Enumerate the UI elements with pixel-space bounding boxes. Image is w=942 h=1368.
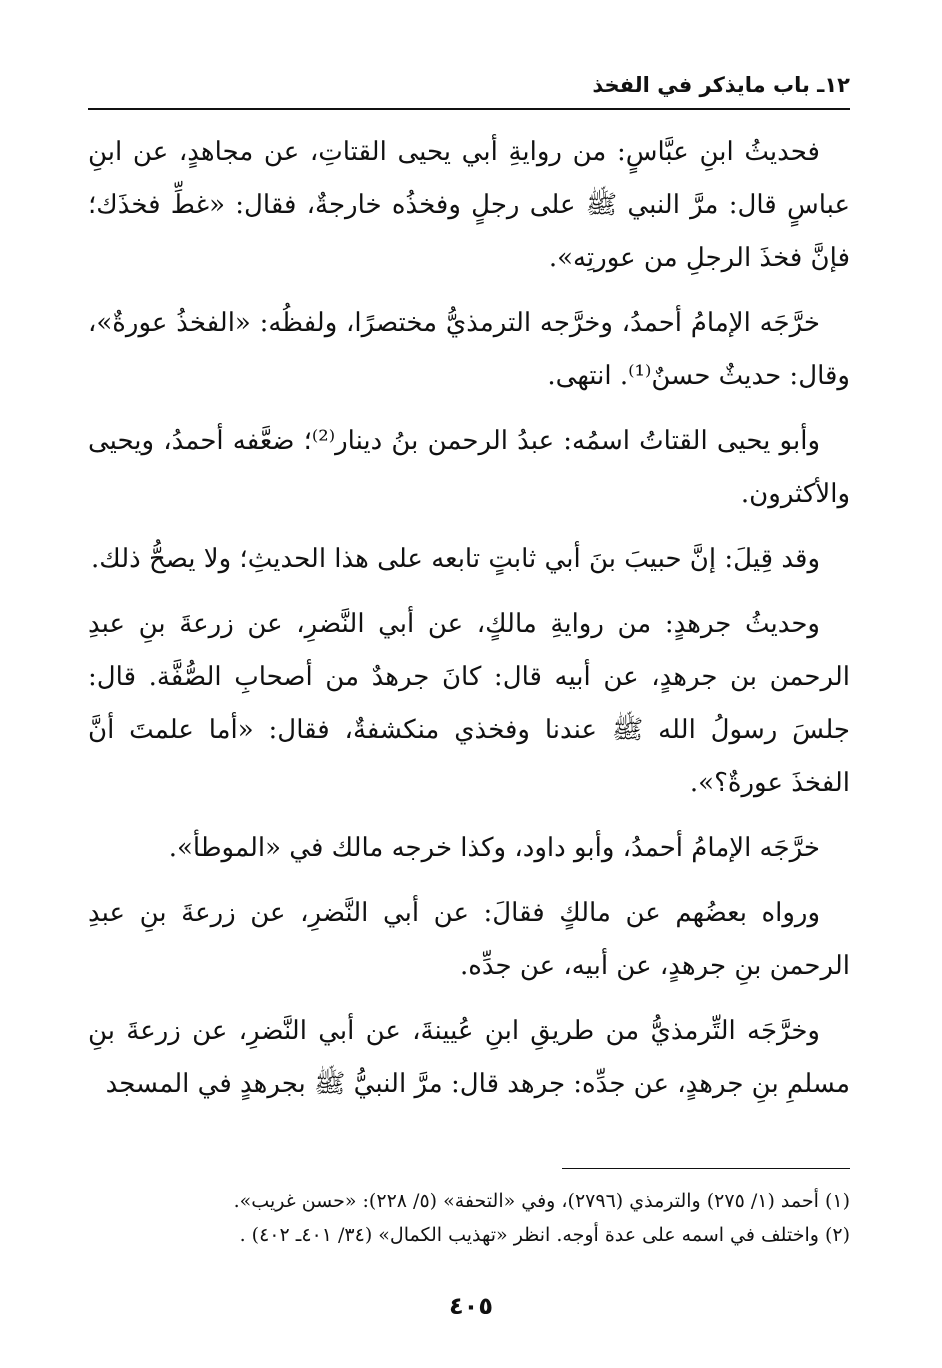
- paragraph: خرَّجَه الإمامُ أحمدُ، وأبو داود، وكذا خرجه مالك في «الموطأ».: [168, 833, 820, 863]
- footnote: (١) أحمد (١/ ٢٧٥) والترمذي (٢٧٩٦)، وفي «التحفة» (٥/ ٢٢٨): «حسن غريب».: [233, 1190, 850, 1212]
- paragraph: خرَّجَه الإمامُ أحمدُ، وخرَّجه الترمذيُّ مختصرًا، ولفظُه: «الفخذُ عورةٌ»، وقال: حديثٌ حسنٌ⁽¹⁾. انتهى.: [88, 308, 850, 391]
- footnote: (٢) واختلف في اسمه على عدة أوجه. انظر «تهذيب الكمال» (٣٤/ ٤٠١ـ ٤٠٢) .: [239, 1224, 850, 1246]
- main-text: [88, 126, 850, 1123]
- chapter-title: ١٢ـ باب مايذكر في الفخذ: [592, 73, 850, 97]
- footnote-rule: [562, 1168, 850, 1169]
- paragraph: ورواه بعضُهم عن مالكٍ فقالَ: عن أبي النَّضرِ، عن زرعةَ بنِ عبدِ الرحمن بنِ جرهدٍ، عن أبيه، عن جدِّه.: [88, 898, 850, 981]
- paragraph: وأبو يحيى القتاتُ اسمُه: عبدُ الرحمن بنُ دينار⁽²⁾؛ ضعَّفه أحمدُ، ويحيى والأكثرون.: [88, 426, 850, 509]
- paragraph: وقد قِيلَ: إنَّ حبيبَ بنَ أبي ثابتٍ تابعه على هذا الحديثِ؛ ولا يصحُّ ذلك.: [91, 544, 820, 574]
- page-number: ٤٠٥: [449, 1292, 493, 1320]
- footnotes: [88, 1184, 850, 1252]
- paragraph: فحديثُ ابنِ عبَّاسٍ: من روايةِ أبي يحيى القتاتِ، عن مجاهدٍ، عن ابنِ عباسٍ قال: مرَّ النبي ﷺ على رجلٍ وفخذُه خارجةٌ، فقال: «غطِّ فخذَك؛ فإنَّ فخذَ الرجلِ من عورتِه».: [88, 137, 850, 273]
- paragraph: وحديثُ جرهدٍ: من روايةِ مالكٍ، عن أبي النَّضرِ، عن زرعةَ بنِ عبدِ الرحمن بن جرهدٍ، عن أبيه قال: كانَ جرهدٌ من أصحابِ الصُّفَّة. قال: جلسَ رسولُ الله ﷺ عندنا وفخذي منكشفةٌ، فقال: «أما علمتَ أنَّ الفخذَ عورةٌ؟».: [88, 609, 850, 798]
- header-rule: [88, 108, 850, 110]
- paragraph: وخرَّجَه التِّرمذيُّ من طريقِ ابنِ عُيينةَ، عن أبي النَّضرِ، عن زرعةَ بنِ مسلمِ بنِ جرهدٍ، عن جدِّه: جرهد قال: مرَّ النبيُّ ﷺ بجرهدٍ في المسجد: [88, 1016, 850, 1099]
